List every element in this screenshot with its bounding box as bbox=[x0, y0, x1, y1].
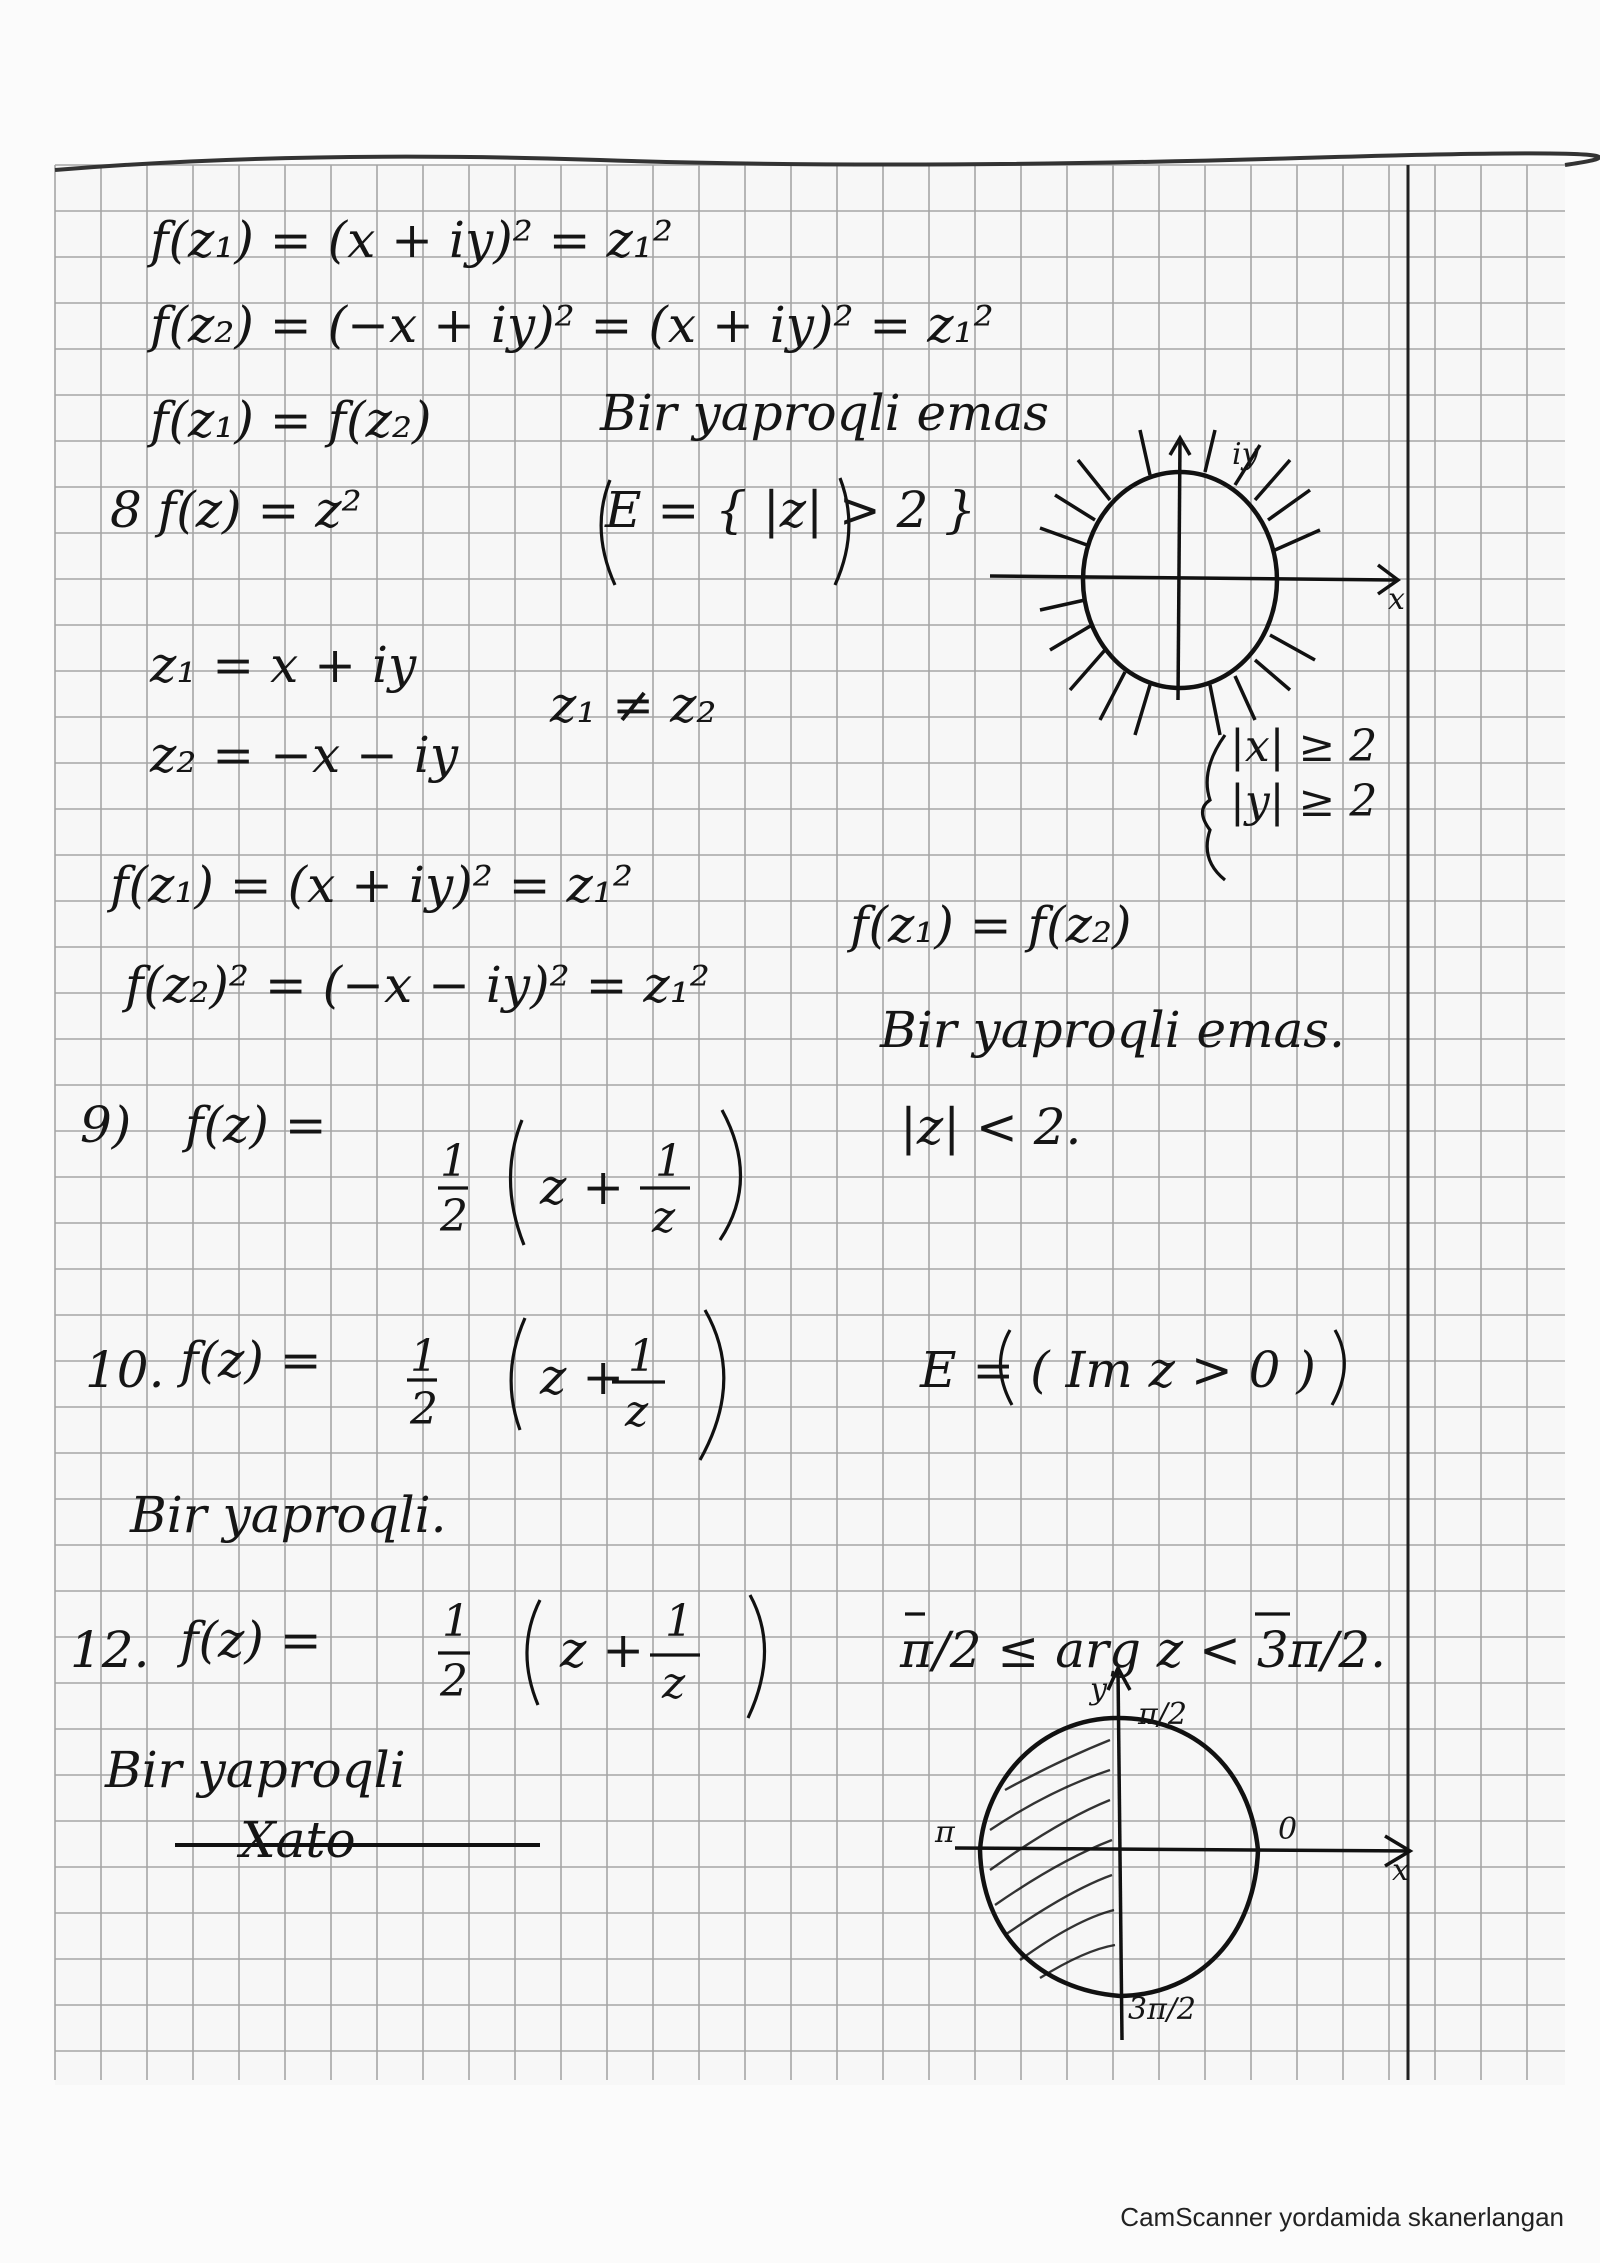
line-z1-ne-z2: z₁ ≠ z₂ bbox=[550, 676, 717, 734]
problem-10-z: z + bbox=[540, 1348, 625, 1406]
problem-12-half-den: 2 bbox=[440, 1656, 468, 1707]
problem-12-number: 12. bbox=[70, 1621, 150, 1679]
problem-10-result: Bir yaprоqli. bbox=[130, 1486, 447, 1544]
problem-10-half-den: 2 bbox=[410, 1384, 438, 1435]
line-not-univalent: Bir yaprоqli emas bbox=[600, 384, 1049, 442]
problem-12-mark: Xato bbox=[240, 1811, 356, 1869]
problem-10-inv-num: 1 bbox=[628, 1331, 656, 1382]
problem-9-half-den: 2 bbox=[440, 1191, 468, 1242]
line-equal-b: f(z₁) = f(z₂) bbox=[850, 896, 1132, 954]
problem-10-half-num: 1 bbox=[410, 1331, 438, 1382]
problem-12-result: Bir yaprоqli bbox=[105, 1741, 406, 1799]
problem-10-inv-den: z bbox=[625, 1386, 649, 1437]
problem-9-number: 9) bbox=[80, 1096, 132, 1154]
line-equal: f(z₁) = f(z₂) bbox=[150, 391, 432, 449]
line-f-z1: f(z₁) = (x + iy)² = z₁² bbox=[150, 211, 673, 269]
problem-12-inv-num: 1 bbox=[665, 1596, 693, 1647]
graph2-top-label: π/2 bbox=[1138, 1697, 1187, 1732]
scanner-watermark: CamScanner yordamida skanerlangan bbox=[1120, 2202, 1564, 2232]
cond-x: |x| ≥ 2 bbox=[1230, 721, 1378, 772]
problem-10-f: f(z) = bbox=[180, 1331, 322, 1389]
problem-12-z: z + bbox=[560, 1621, 645, 1679]
problem-9-inv-den: z bbox=[652, 1192, 676, 1243]
line-z1: z₁ = x + iy bbox=[150, 636, 417, 694]
graph2-left-label: π bbox=[935, 1815, 955, 1850]
problem-9-f: f(z) = bbox=[185, 1096, 327, 1154]
problem-10-domain: E = ( Im z > 0 ) bbox=[920, 1341, 1316, 1399]
problem-8: 8 f(z) = z² bbox=[110, 481, 362, 539]
problem-12-half-num: 1 bbox=[442, 1596, 470, 1647]
graph2-x-label: x bbox=[1392, 1853, 1409, 1888]
graph2-bottom-label: 3π/2 bbox=[1128, 1992, 1196, 2027]
graph2-right-label: 0 bbox=[1278, 1812, 1298, 1847]
line-f-z2: f(z₂) = (−x + iy)² = (x + iy)² = z₁² bbox=[150, 296, 994, 354]
problem-9-half-num: 1 bbox=[440, 1136, 468, 1187]
cond-y: |y| ≥ 2 bbox=[1230, 776, 1378, 827]
problem-12-f: f(z) = bbox=[180, 1611, 322, 1669]
graph1-x-label: x bbox=[1388, 582, 1405, 617]
domain-8: E = { |z| > 2 } bbox=[605, 481, 977, 539]
graph2-y-label: y bbox=[1090, 1672, 1107, 1707]
problem-12-inv-den: z bbox=[662, 1658, 686, 1709]
line-not-univalent-b: Bir yaprоqli emas. bbox=[880, 1001, 1345, 1059]
problem-9-domain: |z| < 2. bbox=[900, 1098, 1082, 1156]
problem-9-z: z + bbox=[540, 1158, 625, 1216]
line-f-z1-b: f(z₁) = (x + iy)² = z₁² bbox=[110, 856, 633, 914]
graph1-y-label: iy bbox=[1232, 437, 1259, 472]
problem-9-inv-num: 1 bbox=[655, 1136, 683, 1187]
problem-10-number: 10. bbox=[85, 1341, 165, 1399]
line-z2: z₂ = −x − iy bbox=[150, 726, 459, 784]
line-f-z2-b: f(z₂)² = (−x − iy)² = z₁² bbox=[125, 956, 710, 1014]
problem-12-domain: π/2 ≤ arg z < 3π/2. bbox=[900, 1621, 1387, 1679]
